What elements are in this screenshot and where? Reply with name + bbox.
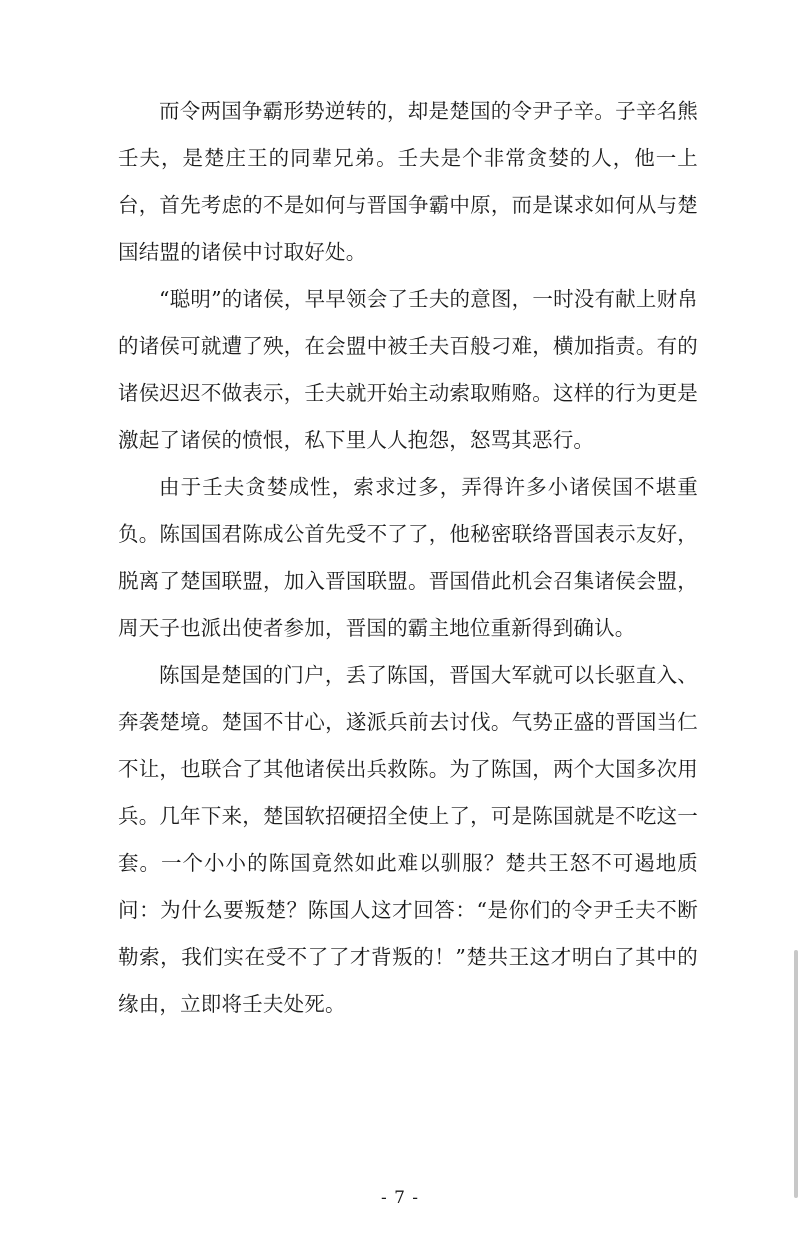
paragraph: 由于壬夫贪婪成性，索求过多，弄得许多小诸侯国不堪重负。陈国国君陈成公首先受不了了，他秘密联络晋国表示友好，脱离了楚国联盟，加入晋国联盟。晋国借此机会召集诸侯会盟，周天子也派出使者参加，晋国的霸主地位重新得到确认。 (118, 475, 698, 640)
scrollbar-thumb[interactable] (794, 950, 798, 1198)
document-body (118, 88, 698, 1028)
paragraph: 陈国是楚国的门户，丢了陈国，晋国大军就可以长驱直入、奔袭楚境。楚国不甘心，遂派兵前去讨伐。气势正盛的晋国当仁不让，也联合了其他诸侯出兵救陈。为了陈国，两个大国多次用兵。几年下来，楚国软招硬招全使上了，可是陈国就是不吃这一套。一个小小的陈国竟然如此难以驯服？楚共王怒不可遏地质问：为什么要叛楚？陈国人这才回答：“是你们的令尹壬夫不断勒索，我们实在受不了了才背叛的！”楚共王这才明白了其中的缘由，立即将壬夫处死。 (118, 663, 698, 1016)
paragraph: 而令两国争霸形势逆转的，却是楚国的令尹子辛。子辛名熊壬夫，是楚庄王的同辈兄弟。壬夫是个非常贪婪的人，他一上台，首先考虑的不是如何与晋国争霸中原，而是谋求如何从与楚国结盟的诸侯中讨取好处。 (118, 99, 698, 264)
page-number: - 7 - (380, 1188, 420, 1208)
paragraph: “聪明”的诸侯，早早领会了壬夫的意图，一时没有献上财帛的诸侯可就遭了殃，在会盟中被壬夫百般刁难，横加指责。有的诸侯迟迟不做表示，壬夫就开始主动索取贿赂。这样的行为更是激起了诸侯的愤恨，私下里人人抱怨，怒骂其恶行。 (118, 287, 698, 452)
